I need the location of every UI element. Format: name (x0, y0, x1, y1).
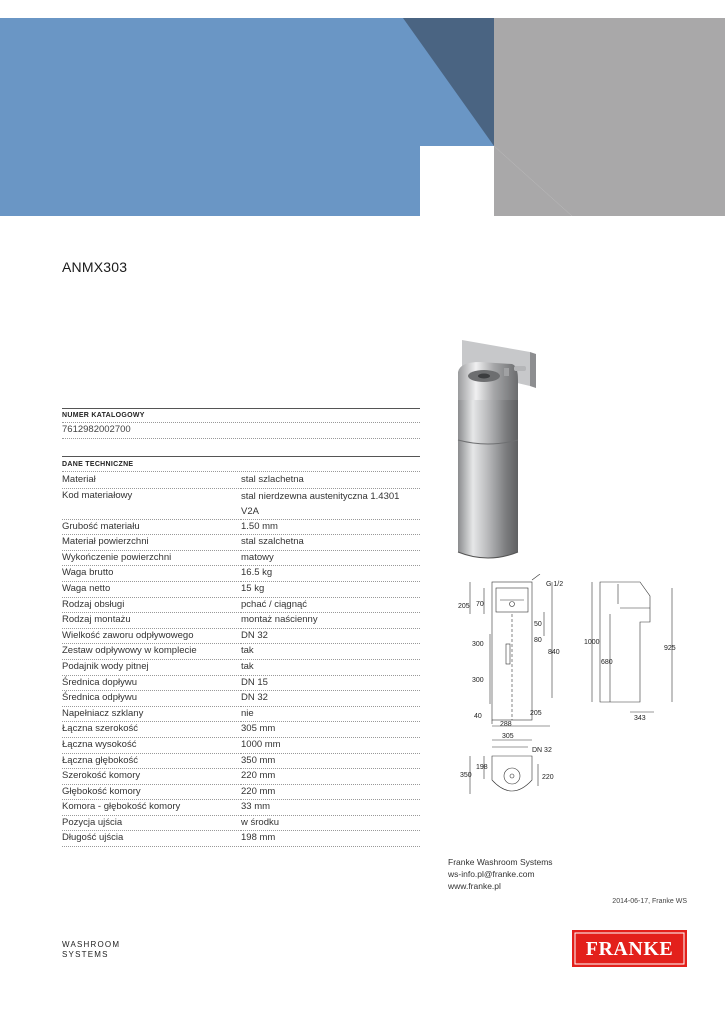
dim-label: 70 (476, 601, 484, 608)
tech-value: 15 kg (241, 581, 420, 597)
divider (62, 408, 420, 409)
tech-label: DANE TECHNICZNE (62, 461, 134, 468)
tech-key: Kod materiałowy (62, 488, 241, 519)
technical-drawings (440, 574, 700, 804)
tech-value: DN 32 (241, 628, 420, 644)
tech-key: Waga netto (62, 581, 241, 597)
divider (62, 471, 420, 472)
tech-data-table (62, 473, 420, 847)
tech-row (62, 550, 420, 566)
tech-value: stal nierdzewna austenityczna 1.4301 V2A (241, 488, 420, 519)
dim-label: 343 (634, 715, 646, 722)
tech-row (62, 519, 420, 535)
tech-value: DN 15 (241, 675, 420, 691)
tech-key: Wykończenie powierzchni (62, 550, 241, 566)
dim-label: 300 (472, 677, 484, 684)
tech-value: 220 mm (241, 784, 420, 800)
dim-label: 300 (472, 641, 484, 648)
tech-row (62, 675, 420, 691)
tech-row (62, 535, 420, 551)
tech-row (62, 628, 420, 644)
tech-key: Szerokość komory (62, 769, 241, 785)
tech-value: 1000 mm (241, 737, 420, 753)
divider (62, 422, 420, 423)
dim-label: 220 (542, 774, 554, 781)
tech-key: Wielkość zaworu odpływowego (62, 628, 241, 644)
tech-key: Pozycja ujścia (62, 815, 241, 831)
logo-text: FRANKE (585, 938, 674, 960)
dim-label: 840 (548, 649, 560, 656)
tech-value: 220 mm (241, 769, 420, 785)
tech-value: stal szlachetna (241, 473, 420, 488)
tech-value: 350 mm (241, 753, 420, 769)
franke-logo (572, 930, 687, 967)
tech-key: Podajnik wody pitnej (62, 659, 241, 675)
tech-value: 305 mm (241, 722, 420, 738)
tech-key: Materiał (62, 473, 241, 488)
tech-row (62, 722, 420, 738)
tech-key: Komora - głębokość komory (62, 800, 241, 816)
tech-key: Długość ujścia (62, 831, 241, 847)
tech-value: montaż naścienny (241, 613, 420, 629)
dim-label: 205 (458, 603, 470, 610)
tech-value: nie (241, 706, 420, 722)
tech-value: w środku (241, 815, 420, 831)
tech-value: tak (241, 644, 420, 660)
tech-value: 33 mm (241, 800, 420, 816)
catalog-label: NUMER KATALOGOWY (62, 412, 145, 419)
tech-row (62, 644, 420, 660)
tech-row (62, 737, 420, 753)
tech-row (62, 613, 420, 629)
tech-value: stal szalchetna (241, 535, 420, 551)
dim-label: 80 (534, 637, 542, 644)
tech-key: Średnica odpływu (62, 691, 241, 707)
dim-label: 198 (476, 764, 488, 771)
tech-row (62, 581, 420, 597)
dim-label: 925 (664, 645, 676, 652)
tech-key: Łączna głębokość (62, 753, 241, 769)
tech-row (62, 753, 420, 769)
dim-label: 288 (500, 721, 512, 728)
tech-value: matowy (241, 550, 420, 566)
dim-label: 1000 (584, 639, 600, 646)
contact-block (448, 856, 553, 892)
tech-key: Grubość materiału (62, 519, 241, 535)
tech-row (62, 706, 420, 722)
date-line: 2014-06-17, Franke WS (612, 898, 687, 905)
dim-label: 50 (534, 621, 542, 628)
tech-value: DN 32 (241, 691, 420, 707)
tech-key: Rodzaj obsługi (62, 597, 241, 613)
tech-key: Łączna szerokość (62, 722, 241, 738)
tech-row (62, 566, 420, 582)
dim-label: 680 (601, 659, 613, 666)
website-link[interactable]: www.franke.pl (448, 881, 501, 891)
divider (62, 438, 420, 439)
tech-key: Napełniacz szklany (62, 706, 241, 722)
tech-row (62, 769, 420, 785)
tech-key: Łączna wysokość (62, 737, 241, 753)
email-link[interactable]: ws-info.pl@franke.com (448, 869, 535, 879)
tech-key: Średnica dopływu (62, 675, 241, 691)
tech-row (62, 815, 420, 831)
header-banner (0, 0, 725, 216)
catalog-number: 7612982002700 (62, 424, 131, 435)
tech-row (62, 784, 420, 800)
tech-key: Głębokość komory (62, 784, 241, 800)
dim-label: G 1/2 (546, 581, 564, 588)
tech-row (62, 659, 420, 675)
product-title: ANMX303 (62, 259, 128, 275)
tech-row (62, 831, 420, 847)
tech-row (62, 597, 420, 613)
tech-row (62, 691, 420, 707)
product-photo (440, 340, 550, 572)
dim-label: 350 (460, 772, 472, 779)
dim-label: 40 (474, 713, 482, 720)
brand-line-1: WASHROOM (62, 940, 121, 949)
tech-key: Waga brutto (62, 566, 241, 582)
dim-label: 305 (502, 733, 514, 740)
tech-value: 16.5 kg (241, 566, 420, 582)
tech-key: Zestaw odpływowy w komplecie (62, 644, 241, 660)
dim-label: 205 (530, 710, 542, 717)
divider (62, 456, 420, 457)
tech-row (62, 488, 420, 519)
dim-label: DN 32 (532, 747, 552, 754)
brand-tagline (62, 940, 120, 960)
tech-value: tak (241, 659, 420, 675)
tech-key: Materiał powierzchni (62, 535, 241, 551)
tech-value: 198 mm (241, 831, 420, 847)
tech-row (62, 473, 420, 488)
company-name: Franke Washroom Systems (448, 857, 553, 867)
tech-key: Rodzaj montażu (62, 613, 241, 629)
brand-line-2: SYSTEMS (62, 950, 109, 959)
tech-row (62, 800, 420, 816)
tech-value: pchać / ciągnąć (241, 597, 420, 613)
tech-value: 1.50 mm (241, 519, 420, 535)
